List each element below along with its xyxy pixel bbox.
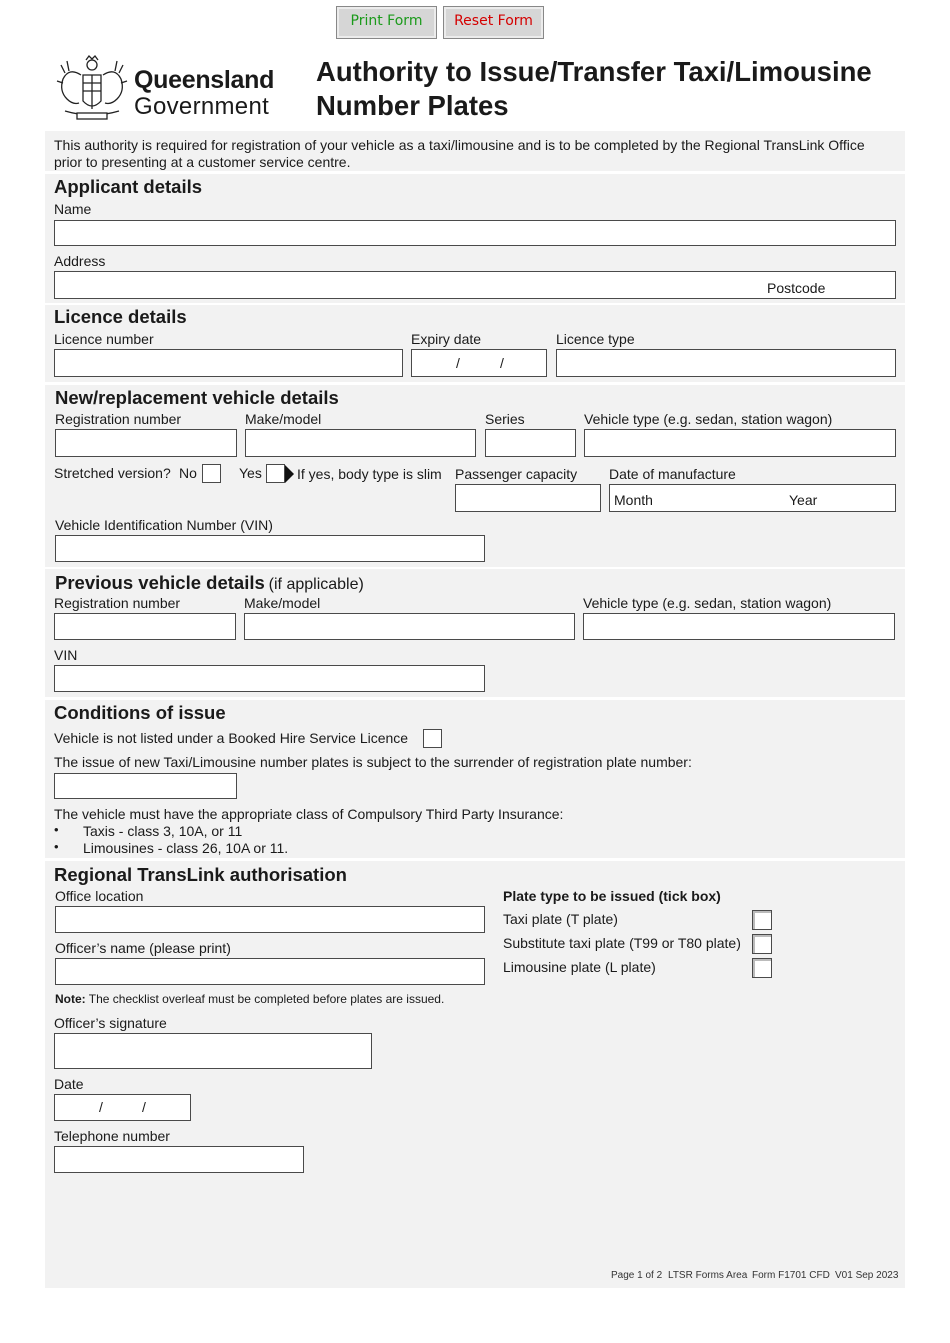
licence-number-label: Licence number	[54, 331, 154, 347]
prev-vehicle-type-label: Vehicle type (e.g. sedan, station wagon)	[583, 595, 832, 611]
passenger-capacity-label: Passenger capacity	[455, 466, 578, 482]
new-reg-field[interactable]	[55, 429, 237, 457]
date-separator: /	[456, 355, 460, 371]
authorisation-section	[45, 861, 905, 1288]
telephone-label: Telephone number	[54, 1128, 170, 1144]
stretched-yes-checkbox[interactable]	[266, 464, 285, 483]
prev-vin-label: VIN	[54, 647, 78, 663]
conditions-section	[45, 700, 905, 858]
applicant-heading: Applicant details	[54, 176, 203, 197]
new-vehicle-heading: New/replacement vehicle details	[55, 387, 339, 408]
body-type-label: If yes, body type is slim	[297, 466, 442, 482]
licence-number-field[interactable]	[54, 349, 403, 377]
new-vehicle-type-label: Vehicle type (e.g. sedan, station wagon)	[584, 411, 833, 427]
previous-vehicle-section	[45, 569, 905, 697]
licence-type-label: Licence type	[556, 331, 635, 347]
name-label: Name	[54, 201, 92, 217]
intro-line-2: prior to presenting at a customer service centre.	[54, 154, 351, 170]
intro-panel	[45, 131, 905, 171]
plate-taxi-checkbox[interactable]	[752, 910, 772, 930]
prev-vin-field[interactable]	[54, 665, 485, 692]
officer-name-label: Officer’s name (please print)	[55, 940, 231, 956]
passenger-capacity-field[interactable]	[455, 484, 601, 512]
booked-hire-checkbox[interactable]	[423, 729, 442, 748]
footer-area: LTSR Forms Area	[668, 1270, 748, 1281]
note-label: Note:	[55, 992, 86, 1006]
auth-date-label: Date	[54, 1076, 84, 1092]
authorisation-heading: Regional TransLink authorisation	[54, 864, 347, 885]
plate-type-heading: Plate type to be issued (tick box)	[503, 888, 721, 904]
manufacture-date-label: Date of manufacture	[609, 466, 736, 482]
auth-date-field[interactable]	[54, 1094, 191, 1121]
note-text: The checklist overleaf must be completed before plates are issued.	[88, 992, 445, 1006]
bullet-icon: •	[54, 822, 59, 837]
licence-heading: Licence details	[54, 306, 187, 327]
telephone-field[interactable]	[54, 1146, 304, 1173]
officer-name-field[interactable]	[55, 958, 485, 985]
officer-signature-field[interactable]	[54, 1033, 372, 1069]
previous-vehicle-heading-note: (if applicable)	[268, 576, 364, 593]
licence-section	[45, 305, 905, 382]
prev-vehicle-type-field[interactable]	[583, 613, 895, 640]
prev-reg-label: Registration number	[54, 595, 181, 611]
date-separator: /	[500, 355, 504, 371]
prev-reg-field[interactable]	[54, 613, 236, 640]
booked-hire-label: Vehicle is not listed under a Booked Hire Service Licence	[54, 730, 409, 746]
new-vehicle-type-field[interactable]	[584, 429, 896, 457]
prev-make-label: Make/model	[244, 595, 321, 611]
previous-vehicle-heading	[55, 572, 364, 594]
footer-form: Form F1701 CFD	[752, 1270, 830, 1281]
coat-of-arms-icon	[55, 53, 130, 123]
page-title-line-2: Number Plates	[316, 90, 509, 121]
stretched-no-checkbox[interactable]	[202, 464, 221, 483]
ctp-label: The vehicle must have the appropriate class of Compulsory Third Party Insurance:	[54, 806, 564, 822]
logo-line-1: Queensland	[134, 66, 275, 94]
office-location-field[interactable]	[55, 906, 485, 933]
ctp-bullet-taxis: Taxis - class 3, 10A, or 11	[83, 823, 243, 839]
surrender-plate-field[interactable]	[54, 773, 237, 799]
office-location-label: Office location	[55, 888, 144, 904]
conditions-heading: Conditions of issue	[54, 702, 226, 723]
prev-make-field[interactable]	[244, 613, 575, 640]
expiry-date-field[interactable]	[411, 349, 547, 377]
manufacture-date-field[interactable]	[609, 484, 896, 512]
reset-form-label: Reset Form	[454, 13, 533, 29]
date-separator: /	[142, 1099, 146, 1115]
series-label: Series	[485, 411, 525, 427]
bullet-icon: •	[54, 839, 59, 854]
year-label: Year	[789, 492, 818, 508]
footer-page: Page 1 of 2	[611, 1270, 663, 1281]
plate-substitute-checkbox[interactable]	[752, 934, 772, 954]
new-make-label: Make/model	[245, 411, 322, 427]
print-form-label: Print Form	[350, 13, 423, 29]
page-title-line-1: Authority to Issue/Transfer Taxi/Limousine	[316, 56, 872, 87]
licence-type-field[interactable]	[556, 349, 896, 377]
plate-taxi-label: Taxi plate (T plate)	[503, 911, 618, 927]
new-make-field[interactable]	[245, 429, 476, 457]
postcode-label: Postcode	[767, 280, 826, 296]
footer-version: V01 Sep 2023	[835, 1270, 899, 1281]
logo-line-2: Government	[134, 93, 270, 120]
month-label: Month	[614, 492, 653, 508]
officer-signature-label: Officer’s signature	[54, 1015, 167, 1031]
surrender-label: The issue of new Taxi/Limousine number plates is subject to the surrender of registration plate number:	[54, 754, 692, 770]
stretched-label: Stretched version?	[54, 465, 171, 481]
vin-label: Vehicle Identification Number (VIN)	[55, 517, 273, 533]
new-reg-label: Registration number	[55, 411, 182, 427]
previous-vehicle-heading-text: Previous vehicle details	[55, 572, 265, 593]
plate-substitute-label: Substitute taxi plate (T99 or T80 plate)	[503, 935, 741, 951]
arrow-right-icon	[285, 465, 295, 486]
expiry-date-label: Expiry date	[411, 331, 482, 347]
new-vehicle-section	[45, 385, 905, 567]
plate-limousine-label: Limousine plate (L plate)	[503, 959, 656, 975]
plate-limousine-checkbox[interactable]	[752, 958, 772, 978]
intro-line-1: This authority is required for registration of your vehicle as a taxi/limousine and is to be completed by the Regional TransLink Office	[54, 137, 865, 153]
series-field[interactable]	[485, 429, 576, 457]
stretched-no-label: No	[179, 465, 197, 481]
vin-field[interactable]	[55, 535, 485, 562]
date-separator: /	[99, 1099, 103, 1115]
print-form-button[interactable]	[336, 6, 437, 39]
ctp-bullet-limousines: Limousines - class 26, 10A or 11.	[83, 840, 289, 856]
address-label: Address	[54, 253, 106, 269]
reset-form-button[interactable]	[443, 6, 544, 39]
name-field[interactable]	[54, 220, 896, 246]
stretched-yes-label: Yes	[239, 465, 262, 481]
address-field[interactable]	[54, 271, 896, 299]
applicant-section	[45, 174, 905, 303]
checklist-note	[55, 992, 444, 1006]
